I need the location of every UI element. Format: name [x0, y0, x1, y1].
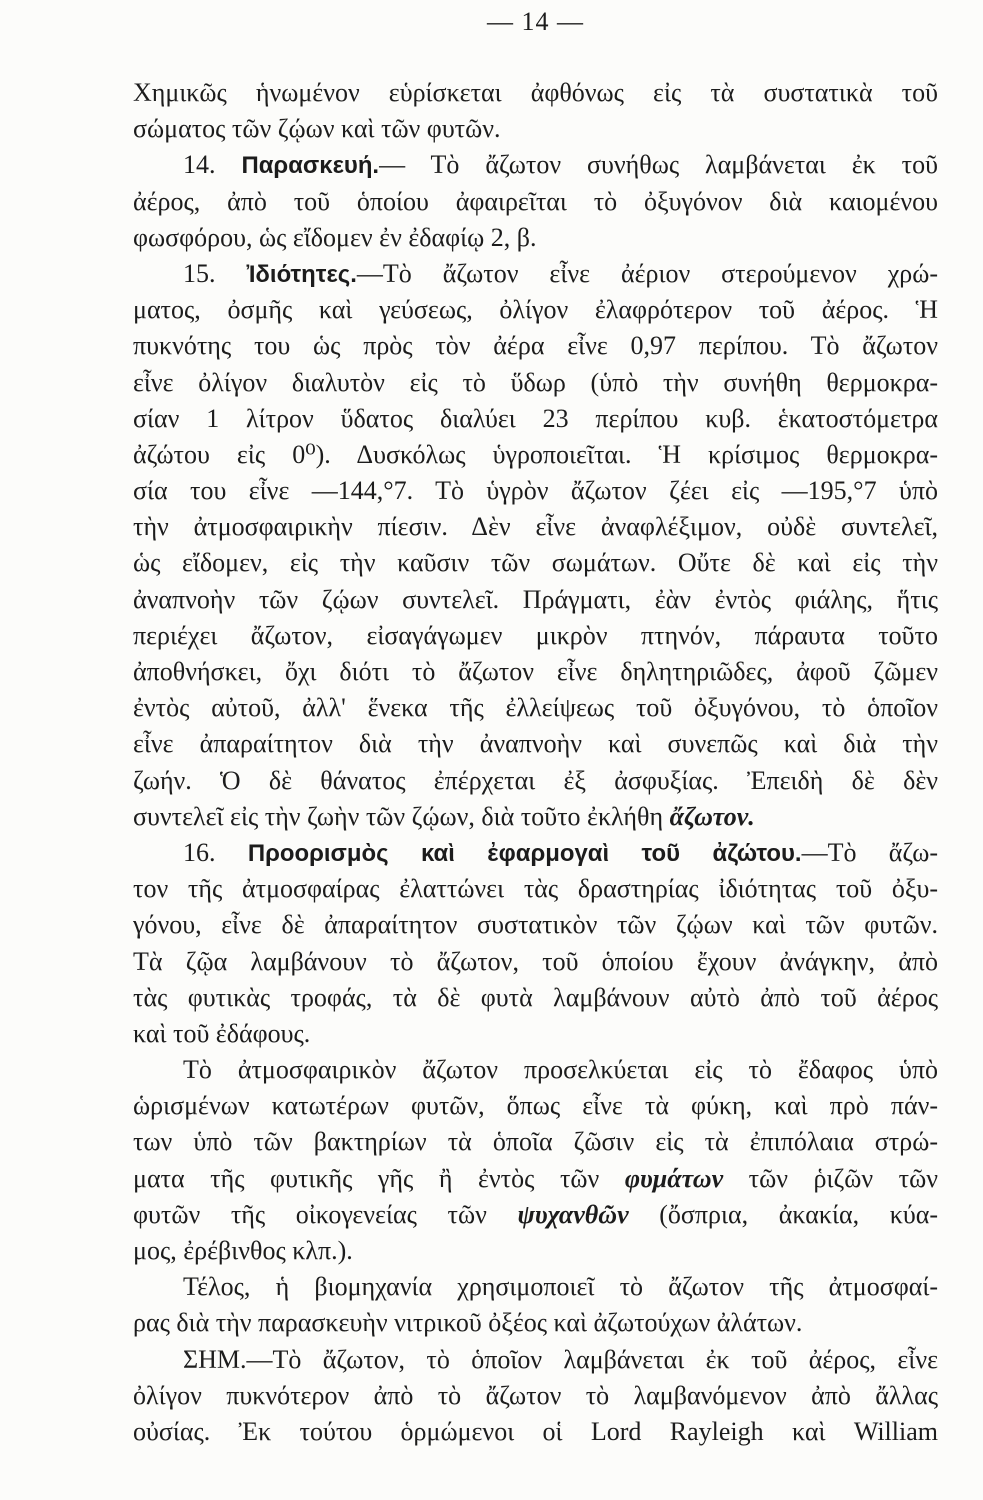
text-run: ματα τῆς φυτικῆς γῆς ἢ ἐντὸς τῶν — [133, 1163, 625, 1193]
text-run: τῶν ῥιζῶν τῶν — [723, 1163, 938, 1193]
text-line — [133, 871, 938, 907]
text-line — [133, 907, 938, 943]
text-run: καὶ τοῦ ἐδάφους. — [133, 1018, 311, 1048]
text-run: 14. — [183, 150, 242, 180]
text-run: ἀζώτου εἰς 0⁰). Δυσκόλως ὑγροποιεῖται. Ἡ κρίσιμος θερμοκρα- — [133, 439, 938, 469]
text-line — [133, 1378, 938, 1414]
text-line — [133, 111, 938, 147]
text-line — [133, 1161, 938, 1197]
text-run: εἶνε ἀπαραίτητον διὰ τὴν ἀναπνοὴν καὶ συνεπῶς καὶ διὰ τὴν — [133, 729, 938, 759]
text-run: Τὰ ζῷα λαμβάνουν τὸ ἄζωτον, τοῦ ὁποίου ἔχουν ἀνάγκην, ἀπὸ — [133, 946, 938, 976]
paragraph — [133, 256, 938, 835]
text-line — [133, 184, 938, 220]
text-run: σώματος τῶν ζῴων καὶ τῶν φυτῶν. — [133, 114, 501, 144]
text-line — [133, 690, 938, 726]
text-run: —Τὸ ἄζω- — [801, 837, 938, 867]
emphasized-term: ἄζωτον. — [669, 801, 755, 831]
section-heading: Ἰδιότητες. — [246, 260, 357, 288]
text-run: γόνου, εἶνε δὲ ἀπαραίτητον συστατικὸν τῶν ζῴων καὶ τῶν φυτῶν. — [133, 910, 938, 940]
text-run: — Τὸ ἄζωτον συνήθως λαμβάνεται ἐκ τοῦ — [379, 150, 938, 180]
text-run: οὐσίας. Ἐκ τούτου ὁρμώμενοι οἱ Lord Rayleigh καὶ William — [133, 1416, 938, 1446]
text-line — [133, 582, 938, 618]
page-number: — 14 — — [487, 7, 584, 36]
text-run: ρας διὰ τὴν παρασκευὴν νιτρικοῦ ὀξέος καὶ ἀζωτούχων ἀλάτων. — [133, 1308, 803, 1338]
text-line — [133, 618, 938, 654]
section-heading: Προορισμὸς καὶ ἐφαρμογαὶ τοῦ ἀζώτου. — [247, 839, 802, 867]
text-run: ΣΗΜ.—Τὸ ἄζωτον, τὸ ὁποῖον λαμβάνεται ἐκ τοῦ ἀέρος, εἶνε — [183, 1344, 938, 1374]
text-run: σία του εἶνε —144,°7. Τὸ ὑγρὸν ἄζωτον ζέει εἰς —195,°7 ὑπὸ — [133, 476, 938, 506]
text-line — [133, 545, 938, 581]
text-run: ζωήν. Ὁ δὲ θάνατος ἐπέρχεται ἐξ ἀσφυξίας. Ἐπειδὴ δὲ δὲν — [133, 765, 938, 795]
text-line — [133, 1088, 938, 1124]
text-line — [133, 292, 938, 328]
text-run: 15. — [183, 258, 247, 288]
text-run: ὡρισμένων κατωτέρων φυτῶν, ὅπως εἶνε τὰ φύκη, καὶ πρὸ πάν- — [133, 1091, 938, 1121]
text-run: ἐντὸς αὐτοῦ, ἀλλ' ἕνεκα τῆς ἐλλείψεως τοῦ ὀξυγόνου, τὸ ὁποῖον — [133, 693, 938, 723]
text-run: φωσφόρου, ὡς εἴδομεν ἐν ἐδαφίῳ 2, β. — [133, 222, 537, 252]
text-line — [133, 763, 938, 799]
text-run: Χημικῶς ἡνωμένον εὑρίσκεται ἀφθόνως εἰς τὰ συστατικὰ τοῦ — [133, 78, 938, 107]
text-run: τὰς φυτικὰς τροφάς, τὰ δὲ φυτὰ λαμβάνουν αὐτὸ ἀπὸ τοῦ ἀέρος — [133, 982, 938, 1012]
paragraph — [133, 1052, 938, 1269]
text-run: ἀποθνήσκει, ὄχι διότι τὸ ἄζωτον εἶνε δηλητηριῶδες, ἀφοῦ ζῶμεν — [133, 657, 938, 686]
paragraph — [133, 1342, 938, 1451]
paragraph — [133, 147, 938, 256]
paragraph — [133, 1269, 938, 1341]
text-run: τον τῆς ἀτμοσφαίρας ἐλαττώνει τὰς δραστηρίας ἰδιότητας τοῦ ὀξυ- — [133, 874, 938, 904]
text-line — [133, 328, 938, 364]
paragraph — [133, 75, 938, 147]
emphasized-term: φυμάτων — [624, 1163, 724, 1193]
text-run: 16. — [183, 837, 248, 867]
text-run: συντελεῖ εἰς τὴν ζωὴν τῶν ζῴων, διὰ τοῦτο ἐκλήθη — [133, 801, 670, 831]
text-line — [133, 473, 938, 509]
text-run: περιέχει ἄζωτον, εἰσαγάγωμεν μικρὸν πτηνόν, πάραυτα τοῦτο — [133, 620, 938, 650]
text-line — [133, 147, 938, 183]
text-line — [133, 835, 938, 871]
text-line — [133, 1124, 938, 1160]
paragraph — [133, 835, 938, 1052]
text-line — [133, 401, 938, 437]
text-run: πυκνότης του ὡς πρὸς τὸν ἀέρα εἶνε 0,97 περίπου. Τὸ ἄζωτον — [133, 331, 938, 361]
text-line — [133, 726, 938, 762]
text-line — [133, 1052, 938, 1088]
text-line — [133, 1414, 938, 1450]
text-line — [133, 799, 938, 835]
text-line — [133, 944, 938, 980]
text-run: (ὄσπρια, ἀκακία, κύα- — [628, 1199, 938, 1229]
section-heading: Παρασκευή. — [241, 152, 380, 180]
text-run: ματος, ὀσμῆς καὶ γεύσεως, ὀλίγον ἐλαφρότερον τοῦ ἀέρος. Ἡ — [133, 295, 938, 325]
text-run: εἶνε ὀλίγον διαλυτὸν εἰς τὸ ὕδωρ (ὑπὸ τὴν συνήθη θερμοκρα- — [133, 367, 938, 397]
text-run: —Τὸ ἄζωτον εἶνε ἀέριον στερούμενον χρώ- — [356, 258, 938, 288]
text-run: φυτῶν τῆς οἰκογενείας τῶν — [133, 1199, 518, 1229]
emphasized-term: ψυχανθῶν — [517, 1199, 629, 1229]
text-line — [133, 220, 938, 256]
text-run: των ὑπὸ τῶν βακτηρίων τὰ ὁποῖα ζῶσιν εἰς τὰ ἐπιπόλαια στρώ- — [133, 1127, 938, 1157]
text-body — [133, 75, 938, 1450]
text-line — [133, 1305, 938, 1341]
text-run: Τὸ ἀτμοσφαιρικὸν ἄζωτον προσελκύεται εἰς τὸ ἔδαφος ὑπὸ — [183, 1055, 938, 1085]
text-run: τὴν ἀτμοσφαιρικὴν πίεσιν. Δὲν εἶνε ἀναφλέξιμον, οὐδὲ συντελεῖ, — [133, 512, 938, 542]
text-run: ἀναπνοὴν τῶν ζῴων συντελεῖ. Πράγματι, ἐὰν ἐντὸς φιάλης, ἥτις — [133, 584, 938, 614]
text-line — [133, 654, 938, 690]
text-line — [133, 75, 938, 111]
text-line — [133, 437, 938, 473]
text-line — [133, 1269, 938, 1305]
text-line — [133, 1197, 938, 1233]
text-line — [133, 980, 938, 1016]
text-run: ὀλίγον πυκνότερον ἀπὸ τὸ ἄζωτον τὸ λαμβανόμενον ἀπὸ ἄλλας — [133, 1380, 938, 1410]
text-run: ἀέρος, ἀπὸ τοῦ ὁποίου ἀφαιρεῖται τὸ ὀξυγόνον διὰ καιομένου — [133, 186, 938, 216]
text-line — [133, 1233, 938, 1269]
text-line — [133, 1016, 938, 1052]
text-line — [133, 509, 938, 545]
text-run: ὡς εἴδομεν, εἰς τὴν καῦσιν τῶν σωμάτων. Οὔτε δὲ καὶ εἰς τὴν — [133, 548, 938, 578]
text-line — [133, 1342, 938, 1378]
text-run: σίαν 1 λίτρον ὕδατος διαλύει 23 περίπου κυβ. ἑκατοστόμετρα — [133, 403, 938, 433]
text-run: Τέλος, ἡ βιομηχανία χρησιμοποιεῖ τὸ ἄζωτον τῆς ἀτμοσφαί- — [183, 1272, 938, 1302]
text-line — [133, 256, 938, 292]
text-line — [133, 365, 938, 401]
text-run: μος, ἐρέβινθος κλπ.). — [133, 1236, 353, 1265]
